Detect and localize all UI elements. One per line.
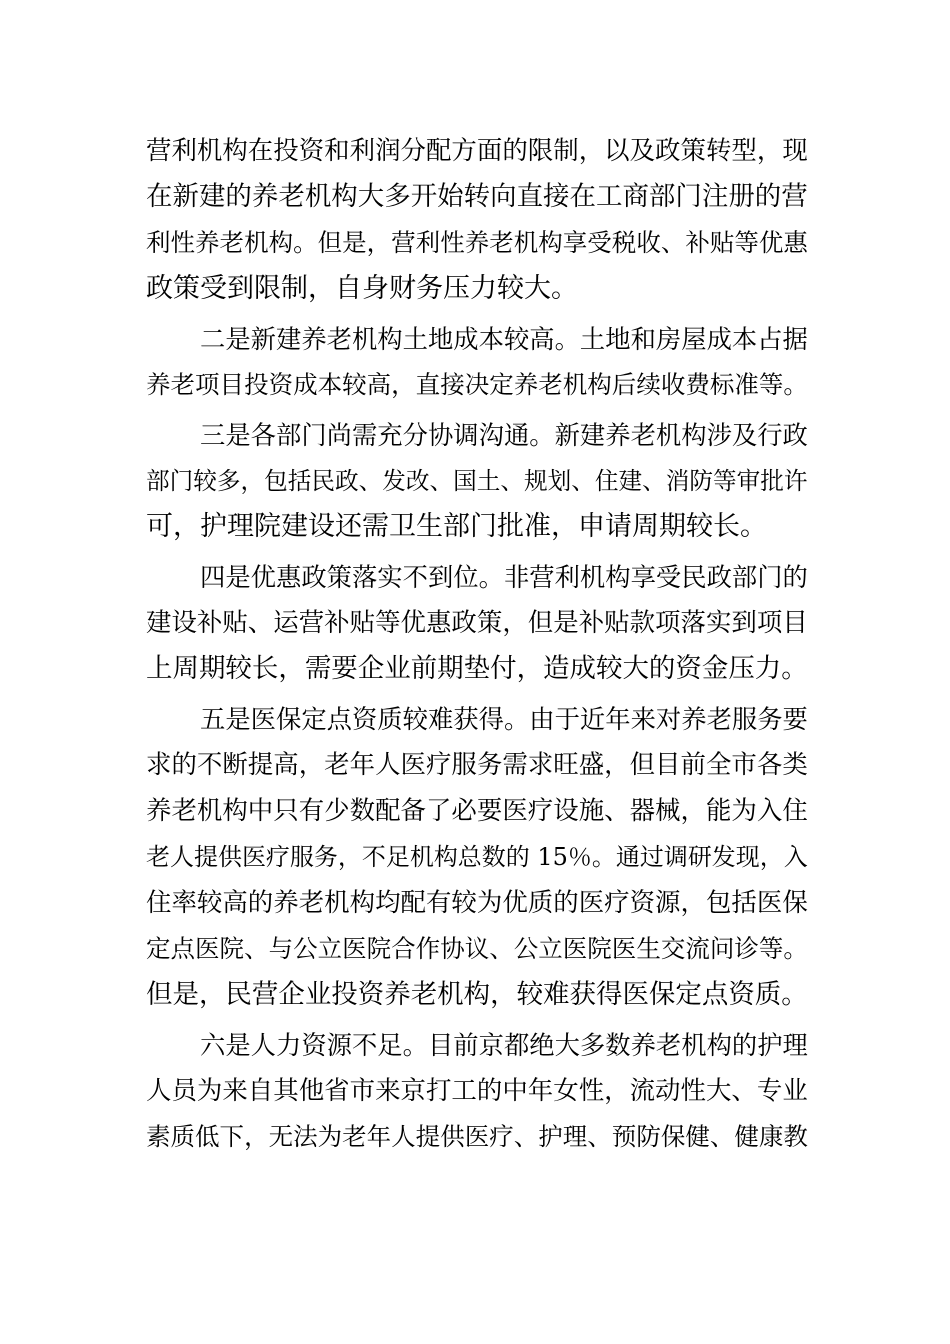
text-line: 三是各部门尚需充分协调沟通。新建养老机构涉及行政 — [200, 420, 808, 450]
paragraph-1 — [146, 128, 808, 312]
text-line: 人员为来自其他省市来京打工的中年女性，流动性大、专业 — [146, 1076, 808, 1106]
paragraph-5 — [146, 696, 808, 1018]
text-line: 政策受到限制，自身财务压力较大。 — [146, 273, 578, 304]
text-line: 营利机构在投资和利润分配方面的限制，以及政策转型，现 — [146, 136, 808, 166]
text-line: 利性养老机构。但是，营利性养老机构享受税收、补贴等优惠 — [146, 228, 808, 257]
text-line: 二是新建养老机构土地成本较高。土地和房屋成本占据 — [200, 324, 808, 354]
paragraph-4 — [146, 554, 808, 692]
text-line: 老人提供医疗服务，不足机构总数的 15％。通过调研发现，入 — [146, 843, 808, 871]
paragraph-2 — [146, 316, 808, 408]
text-line: 住率较高的养老机构均配有较为优质的医疗资源，包括医保 — [146, 888, 808, 918]
text-line: 求的不断提高，老年人医疗服务需求旺盛，但目前全市各类 — [146, 750, 808, 780]
paragraph-6 — [146, 1022, 808, 1160]
text-line: 部门较多，包括民政、发改、国土、规划、住建、消防等审批许 — [146, 467, 808, 495]
text-line: 上周期较长，需要企业前期垫付，造成较大的资金压力。 — [146, 653, 808, 684]
paragraph-3 — [146, 412, 808, 550]
text-line: 素质低下，无法为老年人提供医疗、护理、预防保健、健康教 — [146, 1122, 808, 1151]
text-line: 建设补贴、运营补贴等优惠政策，但是补贴款项落实到项目 — [146, 608, 808, 638]
text-line: 六是人力资源不足。目前京都绝大多数养老机构的护理 — [200, 1030, 808, 1060]
text-line: 四是优惠政策落实不到位。非营利机构享受民政部门的 — [200, 562, 808, 592]
document-body — [146, 128, 808, 1160]
text-line: 可，护理院建设还需卫生部门批准，申请周期较长。 — [146, 511, 767, 542]
text-line: 定点医院、与公立医院合作协议、公立医院医生交流问诊等。 — [146, 934, 808, 963]
text-line: 五是医保定点资质较难获得。由于近年来对养老服务要 — [200, 704, 808, 734]
text-line: 在新建的养老机构大多开始转向直接在工商部门注册的营 — [146, 181, 808, 212]
text-line: 养老项目投资成本较高，直接决定养老机构后续收费标准等。 — [146, 370, 808, 399]
text-line: 但是，民营企业投资养老机构，较难获得医保定点资质。 — [146, 979, 808, 1010]
text-line: 养老机构中只有少数配备了必要医疗设施、器械，能为入住 — [146, 796, 808, 826]
